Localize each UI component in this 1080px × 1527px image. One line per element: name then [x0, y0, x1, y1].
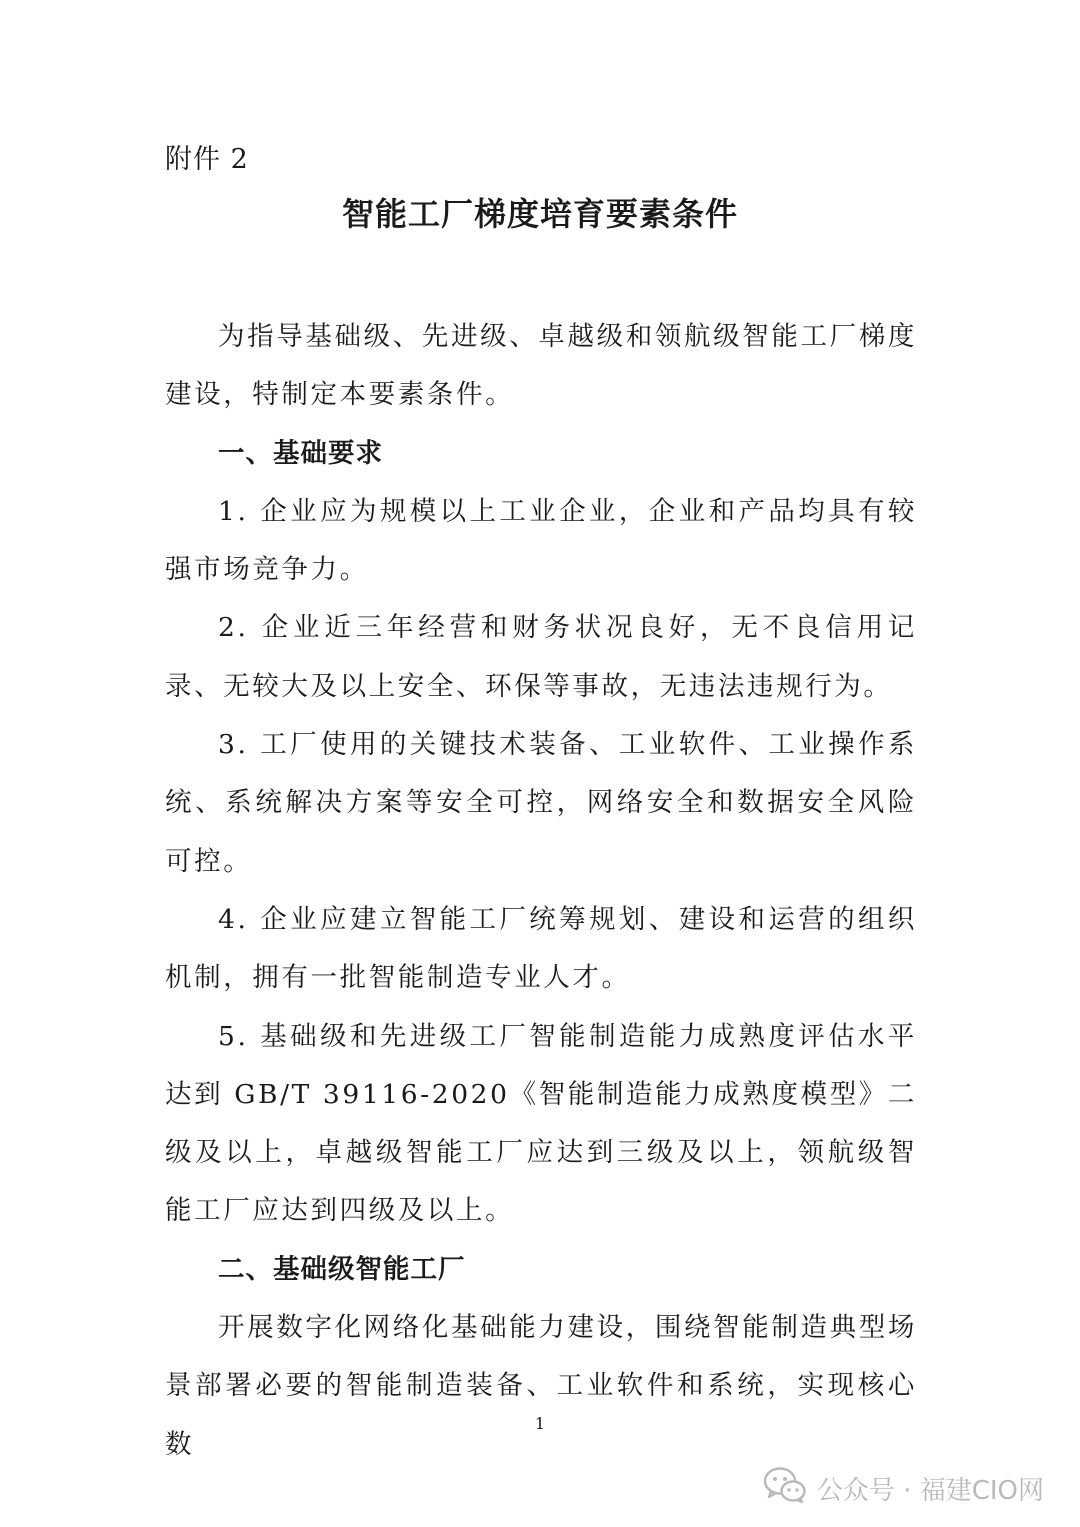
- page-number: 1: [534, 1414, 546, 1433]
- attachment-label: 附件 2: [165, 144, 249, 175]
- section-heading-basic-level-factory: 二、基础级智能工厂: [218, 1253, 466, 1285]
- paragraph-intro: 为指导基础级、先进级、卓越级和领航级智能工厂梯度建设，特制定本要素条件。: [165, 321, 917, 411]
- paragraph-item-5: 5. 基础级和先进级工厂智能制造能力成熟度评估水平达到 GB/T 39116-2020《智能制造能力成熟度模型》二级及以上，卓越级智能工厂应达到三级及以上，领航级智能工厂应达到四级及以上。: [165, 1020, 917, 1227]
- paragraph-basic-level-factory: 开展数字化网络化基础能力建设，围绕智能制造典型场景部署必要的智能制造装备、工业软件和系统，实现核心数: [165, 1312, 917, 1460]
- document-title: 智能工厂梯度培育要素条件: [341, 195, 738, 233]
- document-body: [165, 308, 917, 1474]
- watermark-text: 公众号 · 福建CIO网: [816, 1475, 1044, 1506]
- paragraph-item-2: 2. 企业近三年经营和财务状况良好，无不良信用记录、无较大及以上安全、环保等事故，无违法违规行为。: [165, 612, 917, 702]
- watermark: [763, 1466, 1044, 1510]
- section-heading-basic-requirements: 一、基础要求: [218, 437, 383, 469]
- paragraph-item-3: 3. 工厂使用的关键技术装备、工业软件、工业操作系统、系统解决方案等安全可控，网络安全和数据安全风险可控。: [165, 729, 917, 877]
- wechat-icon: [763, 1466, 807, 1511]
- paragraph-item-1: 1. 企业应为规模以上工业企业，企业和产品均具有较强市场竞争力。: [165, 495, 917, 586]
- paragraph-item-4: 4. 企业应建立智能工厂统筹规划、建设和运营的组织机制，拥有一批智能制造专业人才。: [165, 903, 917, 994]
